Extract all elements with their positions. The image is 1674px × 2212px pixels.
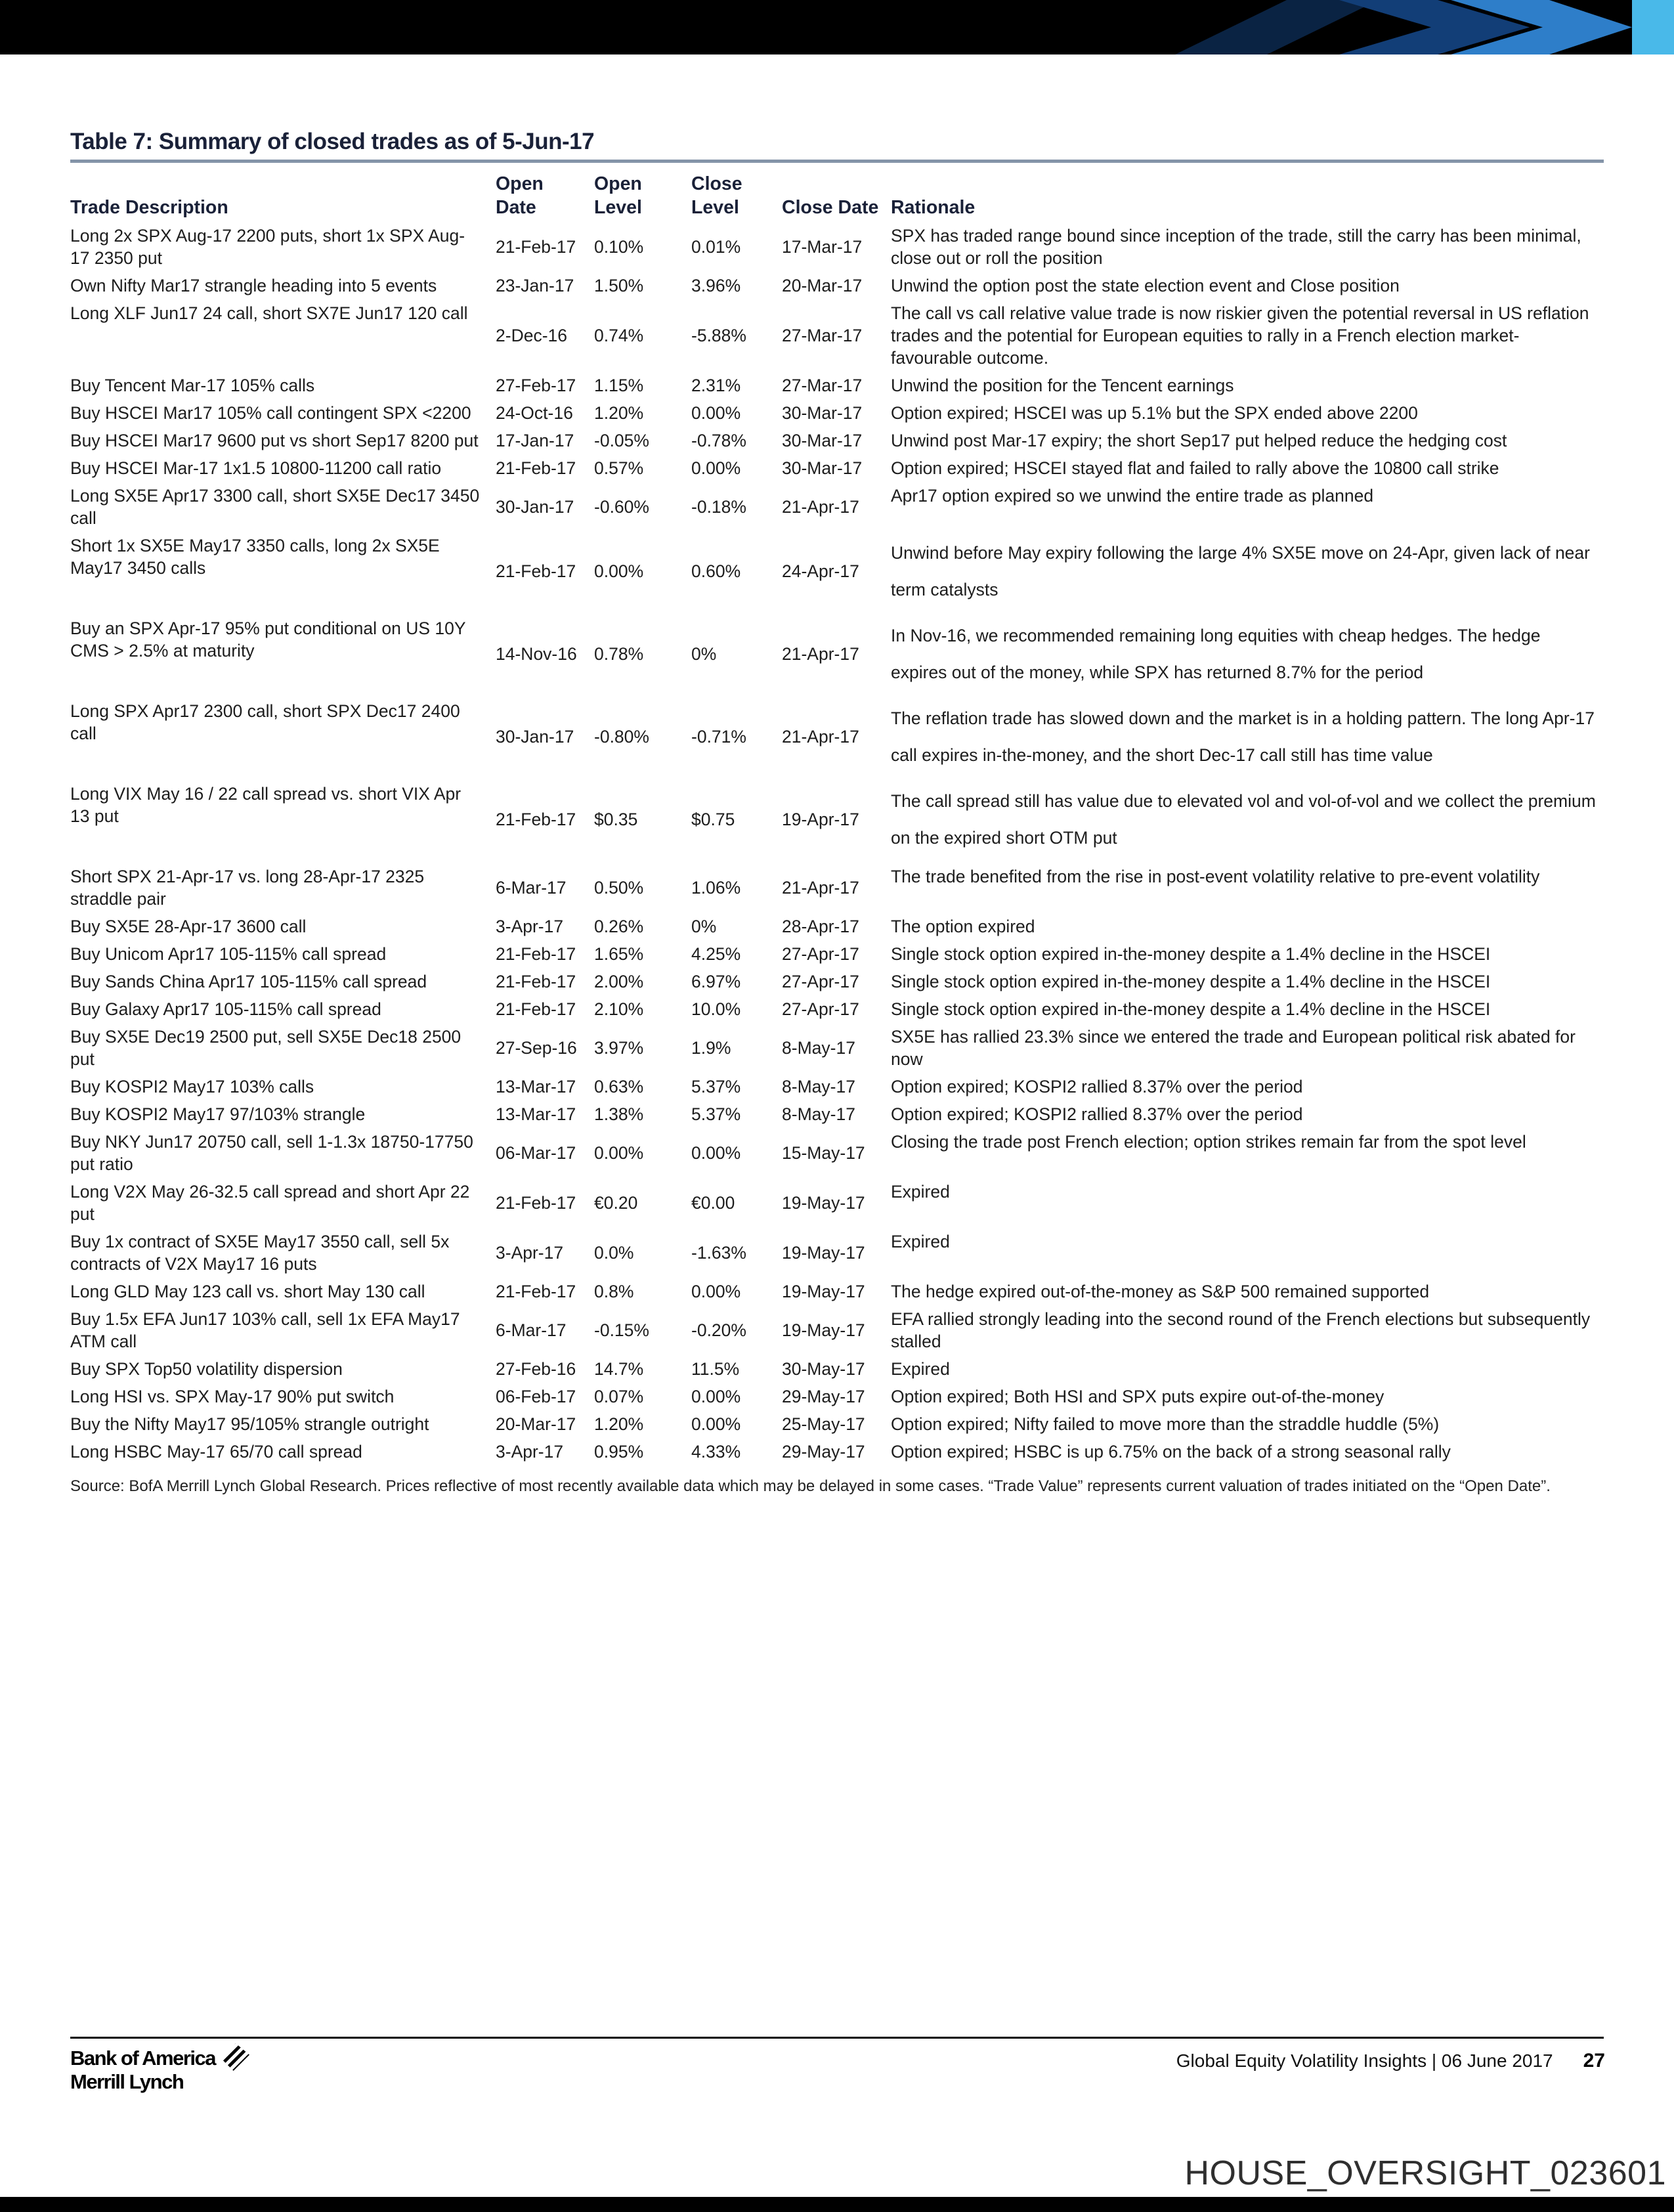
footer-page-number: 27 [1583, 2050, 1605, 2071]
cell-open-level: 0.50% [594, 878, 644, 898]
cell-open-date: 3-Apr-17 [496, 1243, 564, 1263]
cell-close-date: 19-Apr-17 [782, 810, 859, 829]
cell-trade-description: Buy KOSPI2 May17 97/103% strangle [70, 1104, 366, 1124]
table-row [70, 1438, 1604, 1465]
cell-trade-description: Long VIX May 16 / 22 call spread vs. short VIX Apr 13 put [70, 784, 461, 826]
cell-close-level: 0% [691, 917, 717, 936]
cell-open-level: 0.00% [594, 561, 644, 581]
cell-close-level: 5.37% [691, 1077, 741, 1096]
cell-close-level: 0.60% [691, 561, 741, 581]
cell-open-date: 21-Feb-17 [496, 458, 576, 478]
table-row [70, 222, 1604, 272]
cell-trade-description: Buy HSCEI Mar-17 1x1.5 10800-11200 call ratio [70, 458, 442, 478]
table-row [70, 1023, 1604, 1073]
footer-publication: Global Equity Volatility Insights | 06 June 2017 [1176, 2050, 1553, 2071]
cell-rationale: Expired [891, 1359, 950, 1379]
cell-open-date: 27-Sep-16 [496, 1038, 577, 1058]
cell-open-date: 21-Feb-17 [496, 1282, 576, 1301]
cell-close-level: 11.5% [691, 1359, 740, 1379]
cell-close-level: 0.00% [691, 1143, 741, 1163]
source-note: Source: BofA Merrill Lynch Global Research. Prices reflective of most recently available data which may be delayed in some cases. “Trade Value” represents current valuation of trades initiated on the “Open Date”. [70, 1477, 1551, 1495]
cell-close-level: 0.01% [691, 237, 741, 257]
cell-trade-description: Buy KOSPI2 May17 103% calls [70, 1077, 314, 1096]
footer-publication-line [1176, 2050, 1605, 2072]
cell-close-level: 4.33% [691, 1442, 741, 1462]
cell-trade-description: Buy HSCEI Mar17 105% call contingent SPX <2200 [70, 403, 471, 423]
cell-close-level: 0.00% [691, 458, 741, 478]
table-title: Table 7: Summary of closed trades as of 5-Jun-17 [70, 129, 595, 154]
cell-open-date: 06-Mar-17 [496, 1143, 576, 1163]
cell-trade-description: Buy 1x contract of SX5E May17 3550 call, sell 5x contracts of V2X May17 16 puts [70, 1232, 450, 1274]
cell-rationale: SPX has traded range bound since inception of the trade, still the carry has been minimal, close out or roll the position [891, 226, 1581, 268]
cell-rationale: Closing the trade post French election; option strikes remain far from the spot level [891, 1132, 1526, 1152]
cell-open-date: 21-Feb-17 [496, 944, 576, 964]
cell-open-date: 3-Apr-17 [496, 1442, 564, 1462]
table-header-row [70, 172, 1604, 219]
cell-open-level: -0.80% [594, 727, 649, 747]
cell-close-level: 6.97% [691, 972, 741, 991]
cell-close-level: -0.71% [691, 727, 746, 747]
cell-trade-description: Short 1x SX5E May17 3350 calls, long 2x SX5E May17 3450 calls [70, 536, 440, 578]
cell-trade-description: Short SPX 21-Apr-17 vs. long 28-Apr-17 2325 straddle pair [70, 867, 425, 909]
table-row [70, 1355, 1604, 1383]
report-table-section [70, 129, 1604, 1496]
table-row [70, 1305, 1604, 1355]
cell-close-level: 0% [691, 644, 717, 664]
cell-trade-description: Buy HSCEI Mar17 9600 put vs short Sep17 8200 put [70, 431, 479, 450]
banner-graphic-icon [0, 0, 1674, 54]
table-row [70, 1100, 1604, 1128]
cell-open-date: 21-Feb-17 [496, 972, 576, 991]
cell-close-date: 27-Apr-17 [782, 999, 859, 1019]
cell-close-date: 21-Apr-17 [782, 727, 859, 747]
cell-close-level: 3.96% [691, 276, 741, 295]
cell-close-level: 5.37% [691, 1104, 741, 1124]
cell-trade-description: Buy Sands China Apr17 105-115% call spread [70, 972, 427, 991]
cell-close-date: 21-Apr-17 [782, 497, 859, 517]
cell-close-level: -5.88% [691, 326, 746, 345]
table-row [70, 454, 1604, 482]
cell-open-level: 0.63% [594, 1077, 644, 1096]
column-header-open-level: Open Level [594, 173, 642, 218]
cell-rationale: Expired [891, 1232, 950, 1251]
cell-open-level: 14.7% [594, 1359, 644, 1379]
cell-rationale: Unwind post Mar-17 expiry; the short Sep17 put helped reduce the hedging cost [891, 431, 1507, 450]
cell-open-level: $0.35 [594, 810, 638, 829]
cell-trade-description: Buy SX5E 28-Apr-17 3600 call [70, 917, 307, 936]
column-header-trade-description: Trade Description [70, 197, 228, 218]
cell-close-date: 15-May-17 [782, 1143, 865, 1163]
table-row [70, 372, 1604, 399]
cell-rationale: Unwind before May expiry following the large 4% SX5E move on 24-Apr, given lack of near term catalysts [891, 543, 1590, 599]
column-header-rationale: Rationale [891, 197, 976, 218]
cell-open-date: 06-Feb-17 [496, 1387, 576, 1406]
cell-rationale: Unwind the option post the state election event and Close position [891, 276, 1400, 295]
cell-close-date: 19-May-17 [782, 1282, 865, 1301]
cell-open-date: 27-Feb-16 [496, 1359, 576, 1379]
cell-trade-description: Buy Unicom Apr17 105-115% call spread [70, 944, 387, 964]
cell-trade-description: Long GLD May 123 call vs. short May 130 call [70, 1282, 425, 1301]
table-row [70, 697, 1604, 780]
cell-rationale: Single stock option expired in-the-money despite a 1.4% decline in the HSCEI [891, 944, 1491, 964]
cell-open-level: 0.74% [594, 326, 644, 345]
cell-trade-description: Long SX5E Apr17 3300 call, short SX5E Dec17 3450 call [70, 486, 480, 528]
cell-rationale: Option expired; Nifty failed to move more than the straddle huddle (5%) [891, 1414, 1440, 1434]
cell-trade-description: Long 2x SPX Aug-17 2200 puts, short 1x SPX Aug-17 2350 put [70, 226, 465, 268]
cell-open-level: 3.97% [594, 1038, 644, 1058]
cell-open-level: 0.78% [594, 644, 644, 664]
cell-open-date: 21-Feb-17 [496, 1193, 576, 1213]
table-row [70, 1228, 1604, 1278]
cell-open-date: 3-Apr-17 [496, 917, 564, 936]
cell-close-date: 21-Apr-17 [782, 644, 859, 664]
table-row [70, 1178, 1604, 1228]
cell-close-level: 0.00% [691, 1387, 741, 1406]
column-header-close-level: Close Level [691, 173, 742, 218]
cell-trade-description: Long XLF Jun17 24 call, short SX7E Jun17 120 call [70, 303, 468, 323]
cell-trade-description: Buy NKY Jun17 20750 call, sell 1-1.3x 18750-17750 put ratio [70, 1132, 473, 1174]
cell-rationale: Option expired; HSBC is up 6.75% on the back of a strong seasonal rally [891, 1442, 1451, 1462]
cell-close-level: -0.18% [691, 497, 746, 517]
cell-rationale: Option expired; HSCEI was up 5.1% but the SPX ended above 2200 [891, 403, 1418, 423]
cell-close-date: 28-Apr-17 [782, 917, 859, 936]
cell-close-date: 25-May-17 [782, 1414, 865, 1434]
banner-square-lightblue [1632, 0, 1674, 54]
cell-rationale: SX5E has rallied 23.3% since we entered the trade and European political risk abated for now [891, 1027, 1576, 1069]
cell-close-level: 10.0% [691, 999, 741, 1019]
cell-open-date: 13-Mar-17 [496, 1077, 576, 1096]
cell-open-date: 21-Feb-17 [496, 237, 576, 257]
cell-rationale: Option expired; HSCEI stayed flat and failed to rally above the 10800 call strike [891, 458, 1499, 478]
cell-trade-description: Own Nifty Mar17 strangle heading into 5 events [70, 276, 437, 295]
table-row [70, 995, 1604, 1023]
cell-close-date: 27-Apr-17 [782, 944, 859, 964]
cell-close-date: 27-Mar-17 [782, 376, 863, 395]
cell-close-date: 27-Apr-17 [782, 972, 859, 991]
cell-open-level: 1.65% [594, 944, 644, 964]
cell-rationale: Apr17 option expired so we unwind the entire trade as planned [891, 486, 1374, 506]
footer-rule [70, 2037, 1604, 2039]
cell-open-level: 0.8% [594, 1282, 634, 1301]
cell-close-level: 2.31% [691, 376, 741, 395]
brand-logo [70, 2047, 249, 2093]
cell-trade-description: Long V2X May 26-32.5 call spread and short Apr 22 put [70, 1182, 470, 1224]
cell-close-level: 0.00% [691, 1282, 741, 1301]
cell-close-level: -1.63% [691, 1243, 746, 1263]
cell-open-date: 20-Mar-17 [496, 1414, 576, 1434]
trades-table-body [70, 222, 1604, 1465]
cell-close-date: 19-May-17 [782, 1243, 865, 1263]
table-row [70, 968, 1604, 995]
cell-open-level: €0.20 [594, 1193, 638, 1213]
cell-open-date: 21-Feb-17 [496, 999, 576, 1019]
brand-line1: Bank of America [70, 2047, 215, 2070]
cell-rationale: The trade benefited from the rise in post-event volatility relative to pre-event volatility [891, 867, 1540, 886]
table-row [70, 940, 1604, 968]
cell-open-level: 1.50% [594, 276, 644, 295]
cell-open-level: -0.05% [594, 431, 649, 450]
cell-rationale: Single stock option expired in-the-money despite a 1.4% decline in the HSCEI [891, 972, 1491, 991]
cell-rationale: Unwind the position for the Tencent earnings [891, 376, 1234, 395]
cell-close-level: 0.00% [691, 1414, 741, 1434]
watermark-house-oversight: HOUSE_OVERSIGHT_023601 [1184, 2154, 1666, 2192]
cell-open-date: 30-Jan-17 [496, 497, 574, 517]
table-row [70, 532, 1604, 615]
table-row [70, 615, 1604, 697]
cell-close-level: $0.75 [691, 810, 735, 829]
cell-trade-description: Buy Tencent Mar-17 105% calls [70, 376, 315, 395]
table-row [70, 272, 1604, 299]
cell-open-level: 2.10% [594, 999, 644, 1019]
table-row [70, 913, 1604, 940]
cell-close-level: 4.25% [691, 944, 741, 964]
table-row [70, 1383, 1604, 1410]
cell-open-level: 1.20% [594, 403, 644, 423]
cell-open-date: 30-Jan-17 [496, 727, 574, 747]
column-header-open-date: Open Date [496, 173, 544, 218]
table-row [70, 299, 1604, 372]
cell-open-level: 0.57% [594, 458, 644, 478]
cell-open-level: -0.60% [594, 497, 649, 517]
cell-open-level: 2.00% [594, 972, 644, 991]
table-row [70, 1128, 1604, 1178]
cell-close-date: 8-May-17 [782, 1104, 855, 1124]
cell-open-level: 0.26% [594, 917, 644, 936]
cell-close-date: 19-May-17 [782, 1193, 865, 1213]
cell-open-date: 2-Dec-16 [496, 326, 567, 345]
cell-rationale: Option expired; KOSPI2 rallied 8.37% over the period [891, 1104, 1303, 1124]
cell-close-date: 19-May-17 [782, 1320, 865, 1340]
cell-rationale: Single stock option expired in-the-money despite a 1.4% decline in the HSCEI [891, 999, 1491, 1019]
cell-open-date: 6-Mar-17 [496, 878, 567, 898]
cell-open-date: 13-Mar-17 [496, 1104, 576, 1124]
table-row [70, 1073, 1604, 1100]
table-row [70, 1410, 1604, 1438]
cell-close-level: €0.00 [691, 1193, 735, 1213]
cell-open-level: 1.15% [594, 376, 644, 395]
cell-close-date: 30-Mar-17 [782, 458, 863, 478]
cell-open-date: 17-Jan-17 [496, 431, 574, 450]
cell-open-date: 6-Mar-17 [496, 1320, 567, 1340]
cell-close-date: 20-Mar-17 [782, 276, 863, 295]
column-header-close-date: Close Date [782, 197, 879, 218]
cell-open-level: 0.00% [594, 1143, 644, 1163]
cell-close-date: 29-May-17 [782, 1387, 865, 1406]
cell-close-level: 0.00% [691, 403, 741, 423]
cell-trade-description: Buy Galaxy Apr17 105-115% call spread [70, 999, 381, 1019]
cell-trade-description: Long HSBC May-17 65/70 call spread [70, 1442, 362, 1462]
cell-close-date: 30-Mar-17 [782, 403, 863, 423]
cell-open-date: 24-Oct-16 [496, 403, 573, 423]
cell-trade-description: Long SPX Apr17 2300 call, short SPX Dec17 2400 call [70, 701, 460, 743]
cell-open-date: 21-Feb-17 [496, 810, 576, 829]
cell-close-date: 17-Mar-17 [782, 237, 863, 257]
cell-open-date: 21-Feb-17 [496, 561, 576, 581]
table-row [70, 399, 1604, 427]
cell-open-level: -0.15% [594, 1320, 649, 1340]
cell-close-date: 21-Apr-17 [782, 878, 859, 898]
cell-rationale: Expired [891, 1182, 950, 1202]
cell-rationale: The hedge expired out-of-the-money as S&P 500 remained supported [891, 1282, 1430, 1301]
cell-rationale: The option expired [891, 917, 1035, 936]
cell-close-date: 30-May-17 [782, 1359, 865, 1379]
cell-rationale: In Nov-16, we recommended remaining long equities with cheap hedges. The hedge expires out of the money, while SPX has returned 8.7% for the period [891, 626, 1541, 682]
cell-open-level: 1.38% [594, 1104, 644, 1124]
cell-open-level: 0.0% [594, 1243, 634, 1263]
table-row [70, 482, 1604, 532]
cell-rationale: The reflation trade has slowed down and the market is in a holding pattern. The long Apr-17 call expires in-the-money, and the short Dec-17 call still has time value [891, 708, 1595, 765]
cell-close-level: 1.9% [691, 1038, 731, 1058]
cell-rationale: EFA rallied strongly leading into the second round of the French elections but subsequently stalled [891, 1309, 1591, 1351]
cell-close-date: 27-Mar-17 [782, 326, 863, 345]
table-row [70, 863, 1604, 913]
cell-close-level: 1.06% [691, 878, 741, 898]
cell-open-date: 27-Feb-17 [496, 376, 576, 395]
cell-trade-description: Buy SX5E Dec19 2500 put, sell SX5E Dec18 2500 put [70, 1027, 461, 1069]
cell-open-level: 0.07% [594, 1387, 644, 1406]
cell-trade-description: Buy the Nifty May17 95/105% strangle outright [70, 1414, 429, 1434]
cell-trade-description: Buy an SPX Apr-17 95% put conditional on US 10Y CMS > 2.5% at maturity [70, 618, 466, 661]
cell-rationale: Option expired; Both HSI and SPX puts expire out-of-the-money [891, 1387, 1384, 1406]
cell-trade-description: Buy SPX Top50 volatility dispersion [70, 1359, 343, 1379]
cell-open-level: 0.95% [594, 1442, 644, 1462]
cell-rationale: The call vs call relative value trade is now riskier given the potential reversal in US reflation trades and the potential for European equities to rally in a French election market-favourable outcome. [891, 303, 1589, 368]
cell-open-level: 1.20% [594, 1414, 644, 1434]
table-row [70, 427, 1604, 454]
cell-close-date: 30-Mar-17 [782, 431, 863, 450]
cell-trade-description: Buy 1.5x EFA Jun17 103% call, sell 1x EFA May17 ATM call [70, 1309, 460, 1351]
bottom-bar [0, 2197, 1674, 2212]
brand-line2: Merrill Lynch [70, 2070, 184, 2093]
table-row [70, 780, 1604, 863]
table-row [70, 1278, 1604, 1305]
top-banner [0, 0, 1674, 54]
cell-close-date: 29-May-17 [782, 1442, 865, 1462]
cell-trade-description: Long HSI vs. SPX May-17 90% put switch [70, 1387, 395, 1406]
bofa-flag-icon [222, 2043, 249, 2071]
cell-close-date: 8-May-17 [782, 1077, 855, 1096]
cell-close-date: 24-Apr-17 [782, 561, 859, 581]
cell-open-level: 0.10% [594, 237, 644, 257]
cell-close-level: -0.20% [691, 1320, 746, 1340]
cell-rationale: Option expired; KOSPI2 rallied 8.37% over the period [891, 1077, 1303, 1096]
cell-close-date: 8-May-17 [782, 1038, 855, 1058]
title-rule [70, 160, 1604, 163]
cell-open-date: 14-Nov-16 [496, 644, 577, 664]
cell-open-date: 23-Jan-17 [496, 276, 574, 295]
cell-close-level: -0.78% [691, 431, 746, 450]
cell-rationale: The call spread still has value due to elevated vol and vol-of-vol and we collect the premium on the expired short OTM put [891, 791, 1596, 848]
